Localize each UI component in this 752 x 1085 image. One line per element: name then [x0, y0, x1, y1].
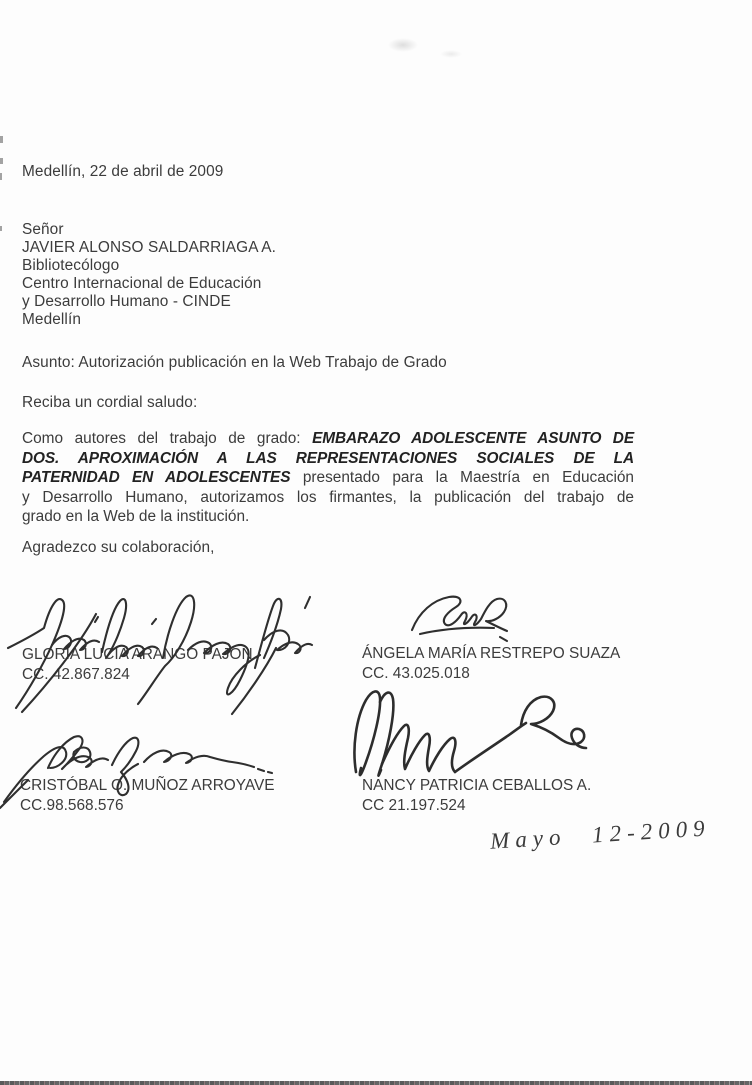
signatory-name: CRISTÓBAL O. MUÑOZ ARROYAVE — [20, 777, 275, 794]
body-line — [22, 449, 634, 469]
scan-edge-speck — [0, 158, 3, 164]
handwritten-date: Mayo 12-2009 — [489, 815, 712, 854]
body-line — [22, 488, 634, 508]
recipient-block — [22, 221, 276, 329]
body-line — [22, 468, 634, 488]
recipient-line: y Desarrollo Humano - CINDE — [22, 293, 231, 310]
body-text-segment: grado en la Web de la institución. — [22, 508, 250, 526]
subject-line: Asunto: Autorización publicación en la Web Trabajo de Grado — [22, 354, 447, 371]
signatory-id: CC 21.197.524 — [362, 796, 466, 814]
thesis-title-segment: DOS. APROXIMACIÓN A LAS REPRESENTACIONES SOCIALES DE LA — [22, 449, 634, 467]
signatory-name: GLORIA LUCIA ARANGO PAJÓN — [22, 646, 253, 663]
letter-date: Medellín, 22 de abril de 2009 — [22, 163, 224, 180]
body-line — [22, 429, 634, 449]
signature-nancy — [354, 691, 586, 775]
greeting-line: Reciba un cordial saludo: — [22, 394, 198, 411]
scan-smudge — [440, 50, 462, 58]
body-paragraph — [22, 429, 634, 527]
closing-line: Agradezco su colaboración, — [22, 539, 215, 556]
signatory-id: CC. 42.867.824 — [22, 665, 130, 683]
signatory-block-gloria — [22, 645, 253, 684]
scan-edge-speck — [0, 173, 2, 180]
recipient-line: JAVIER ALONSO SALDARRIAGA A. — [22, 239, 276, 256]
scan-edge-speck — [0, 136, 3, 143]
signatory-name: NANCY PATRICIA CEBALLOS A. — [362, 777, 592, 794]
signature-angela — [412, 597, 507, 641]
body-text-segment: Como autores del trabajo de grado: — [22, 430, 313, 447]
scan-smudge — [388, 38, 418, 52]
signatory-block-angela — [362, 644, 620, 683]
thesis-title-segment: PATERNIDAD EN ADOLESCENTES — [22, 469, 291, 487]
scan-edge-speck — [0, 226, 2, 231]
signatory-name: ÁNGELA MARÍA RESTREPO SUAZA — [362, 645, 621, 662]
signatory-block-nancy — [362, 776, 591, 815]
scan-bottom-edge — [0, 1081, 752, 1085]
signatory-block-cristobal — [20, 776, 275, 815]
recipient-line: Medellín — [22, 311, 81, 328]
body-line — [22, 507, 634, 527]
signatory-id: CC. 43.025.018 — [362, 664, 470, 682]
thesis-title-segment: EMBARAZO ADOLESCENTE ASUNTO DE — [312, 430, 634, 447]
body-text-segment: y Desarrollo Humano, autorizamos los firmantes, la publicación del trabajo de — [22, 488, 634, 506]
body-text-segment: presentado para la Maestría en Educación — [290, 469, 634, 487]
signatory-id: CC.98.568.576 — [20, 796, 124, 814]
recipient-line: Bibliotecólogo — [22, 257, 120, 274]
recipient-line: Centro Internacional de Educación — [22, 275, 262, 292]
recipient-line: Señor — [22, 221, 64, 238]
